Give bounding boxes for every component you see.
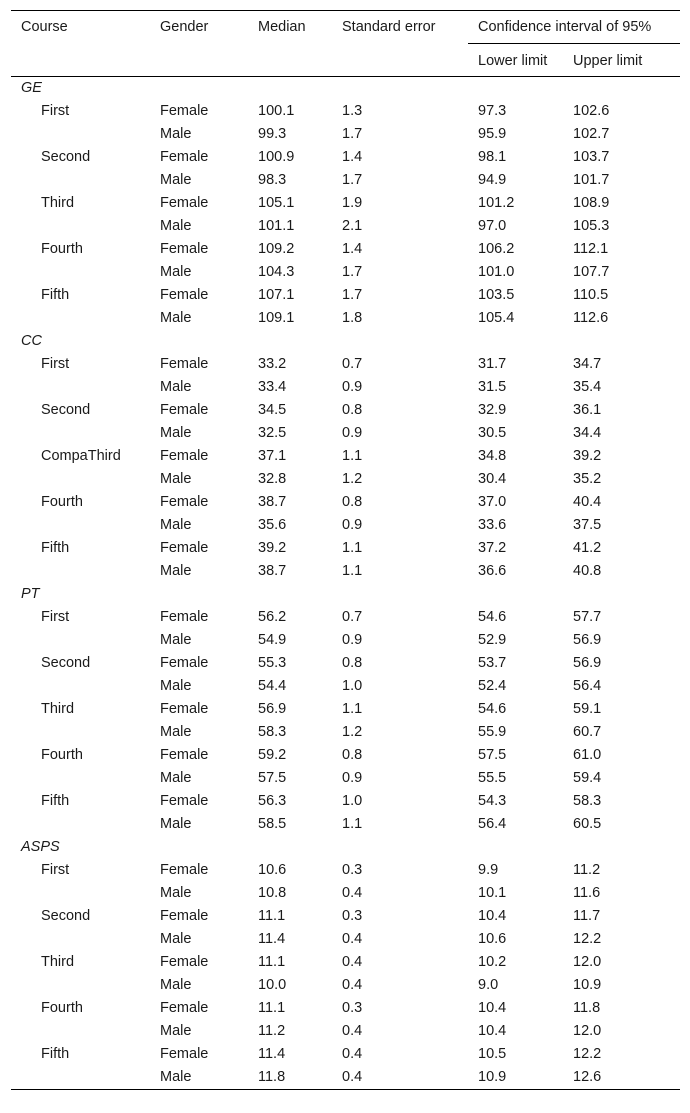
cell-median: 58.5 [258, 816, 287, 832]
cell-standard-error: 0.9 [342, 517, 363, 533]
cell-standard-error: 0.4 [342, 885, 363, 901]
cell-standard-error: 0.4 [342, 954, 363, 970]
table-row [11, 1066, 680, 1090]
cell-gender: Male [160, 724, 192, 740]
cell-upper-limit: 56.9 [573, 632, 602, 648]
group-label: ASPS [21, 839, 60, 855]
table-row [11, 652, 680, 675]
cell-standard-error: 1.4 [342, 149, 363, 165]
cell-upper-limit: 41.2 [573, 540, 602, 556]
cell-median: 105.1 [258, 195, 295, 211]
cell-lower-limit: 10.1 [478, 885, 507, 901]
table-row [11, 744, 680, 767]
cell-median: 107.1 [258, 287, 295, 303]
table-row [11, 468, 680, 491]
cell-lower-limit: 31.5 [478, 379, 507, 395]
cell-upper-limit: 12.0 [573, 1023, 602, 1039]
cell-median: 11.2 [258, 1023, 286, 1039]
cell-lower-limit: 10.5 [478, 1046, 507, 1062]
cell-standard-error: 0.9 [342, 632, 363, 648]
table-row [11, 192, 680, 215]
cell-lower-limit: 54.3 [478, 793, 507, 809]
cell-course: Third [41, 701, 75, 717]
cell-upper-limit: 11.8 [573, 1000, 601, 1016]
table-row [11, 560, 680, 583]
cell-standard-error: 0.7 [342, 609, 363, 625]
cell-gender: Male [160, 264, 192, 280]
cell-upper-limit: 101.7 [573, 172, 610, 188]
cell-standard-error: 0.7 [342, 356, 363, 372]
cell-course: Fifth [41, 793, 70, 809]
group-row [11, 77, 680, 101]
table-row [11, 606, 680, 629]
cell-median: 37.1 [258, 448, 287, 464]
cell-lower-limit: 52.4 [478, 678, 507, 694]
cell-upper-limit: 36.1 [573, 402, 602, 418]
cell-upper-limit: 60.7 [573, 724, 602, 740]
cell-lower-limit: 9.9 [478, 862, 499, 878]
cell-lower-limit: 53.7 [478, 655, 507, 671]
cell-median: 38.7 [258, 563, 287, 579]
cell-upper-limit: 37.5 [573, 517, 602, 533]
cell-course [11, 123, 160, 146]
cell-course: CompaThird [41, 448, 121, 464]
cell-gender: Male [160, 770, 192, 786]
cell-median: 11.1 [258, 954, 286, 970]
table-row [11, 261, 680, 284]
table-row [11, 698, 680, 721]
cell-gender: Female [160, 448, 209, 464]
cell-gender: Female [160, 793, 209, 809]
cell-course [11, 721, 160, 744]
cell-upper-limit: 102.6 [573, 103, 610, 119]
cell-course [11, 468, 160, 491]
cell-course [11, 629, 160, 652]
cell-course [11, 215, 160, 238]
cell-lower-limit: 10.9 [478, 1069, 507, 1085]
cell-upper-limit: 11.6 [573, 885, 601, 901]
cell-standard-error: 0.3 [342, 908, 363, 924]
cell-standard-error: 0.4 [342, 1069, 363, 1085]
cell-standard-error: 0.9 [342, 379, 363, 395]
cell-gender: Female [160, 494, 209, 510]
cell-lower-limit: 10.4 [478, 1000, 507, 1016]
cell-upper-limit: 39.2 [573, 448, 602, 464]
cell-upper-limit: 56.9 [573, 655, 602, 671]
cell-course: Second [41, 908, 91, 924]
statistics-table-container [11, 10, 680, 1090]
cell-median: 10.8 [258, 885, 287, 901]
cell-lower-limit: 10.2 [478, 954, 507, 970]
cell-upper-limit: 40.8 [573, 563, 602, 579]
cell-gender: Male [160, 632, 192, 648]
table-row [11, 721, 680, 744]
cell-upper-limit: 12.2 [573, 1046, 602, 1062]
cell-standard-error: 1.1 [342, 701, 363, 717]
cell-gender: Male [160, 126, 192, 142]
table-row [11, 353, 680, 376]
cell-upper-limit: 35.4 [573, 379, 602, 395]
group-label: PT [21, 586, 40, 602]
cell-standard-error: 0.3 [342, 862, 363, 878]
cell-standard-error: 0.4 [342, 1046, 363, 1062]
cell-median: 32.8 [258, 471, 287, 487]
group-label: GE [21, 80, 42, 96]
cell-upper-limit: 12.0 [573, 954, 602, 970]
cell-median: 33.2 [258, 356, 287, 372]
cell-median: 35.6 [258, 517, 287, 533]
cell-lower-limit: 31.7 [478, 356, 507, 372]
cell-upper-limit: 56.4 [573, 678, 602, 694]
cell-upper-limit: 107.7 [573, 264, 610, 280]
cell-course [11, 1020, 160, 1043]
cell-standard-error: 2.1 [342, 218, 363, 234]
cell-gender: Male [160, 310, 192, 326]
cell-lower-limit: 30.4 [478, 471, 507, 487]
cell-standard-error: 1.1 [342, 540, 363, 556]
cell-upper-limit: 112.1 [573, 241, 609, 257]
cell-median: 109.1 [258, 310, 295, 326]
cell-upper-limit: 12.2 [573, 931, 602, 947]
cell-upper-limit: 10.9 [573, 977, 602, 993]
cell-upper-limit: 34.7 [573, 356, 602, 372]
table-row [11, 307, 680, 330]
cell-median: 10.6 [258, 862, 287, 878]
cell-standard-error: 0.4 [342, 1023, 363, 1039]
cell-standard-error: 1.0 [342, 793, 363, 809]
table-row [11, 376, 680, 399]
cell-lower-limit: 37.0 [478, 494, 507, 510]
table-row [11, 537, 680, 560]
cell-lower-limit: 32.9 [478, 402, 507, 418]
cell-standard-error: 0.8 [342, 402, 363, 418]
cell-gender: Male [160, 471, 192, 487]
cell-standard-error: 1.4 [342, 241, 363, 257]
cell-upper-limit: 11.2 [573, 862, 601, 878]
cell-course: Second [41, 655, 91, 671]
cell-gender: Male [160, 1023, 192, 1039]
cell-course [11, 675, 160, 698]
cell-median: 58.3 [258, 724, 287, 740]
table-row [11, 100, 680, 123]
cell-standard-error: 1.8 [342, 310, 363, 326]
table-row [11, 399, 680, 422]
table-row [11, 491, 680, 514]
table-row [11, 675, 680, 698]
cell-median: 100.9 [258, 149, 295, 165]
cell-median: 11.8 [258, 1069, 286, 1085]
cell-course: Fifth [41, 287, 70, 303]
cell-upper-limit: 108.9 [573, 195, 610, 211]
cell-standard-error: 1.7 [342, 264, 363, 280]
cell-course [11, 813, 160, 836]
cell-course [11, 1066, 160, 1090]
cell-course: Second [41, 149, 91, 165]
table-row [11, 445, 680, 468]
cell-upper-limit: 59.4 [573, 770, 602, 786]
table-row [11, 123, 680, 146]
cell-course: First [41, 862, 70, 878]
cell-lower-limit: 52.9 [478, 632, 507, 648]
cell-standard-error: 0.8 [342, 747, 363, 763]
cell-lower-limit: 37.2 [478, 540, 507, 556]
cell-upper-limit: 59.1 [573, 701, 602, 717]
cell-median: 59.2 [258, 747, 287, 763]
cell-lower-limit: 97.3 [478, 103, 507, 119]
cell-course: Fourth [41, 241, 83, 257]
table-row [11, 974, 680, 997]
table-row [11, 514, 680, 537]
cell-course: Fourth [41, 494, 83, 510]
cell-course [11, 261, 160, 284]
group-label: CC [21, 333, 42, 349]
cell-standard-error: 0.8 [342, 494, 363, 510]
cell-median: 98.3 [258, 172, 287, 188]
cell-lower-limit: 36.6 [478, 563, 507, 579]
cell-gender: Male [160, 218, 192, 234]
cell-course: Fifth [41, 1046, 70, 1062]
cell-gender: Male [160, 931, 192, 947]
cell-upper-limit: 58.3 [573, 793, 602, 809]
cell-course: Fourth [41, 747, 83, 763]
cell-standard-error: 0.9 [342, 425, 363, 441]
cell-gender: Female [160, 540, 209, 556]
cell-lower-limit: 103.5 [478, 287, 515, 303]
cell-upper-limit: 103.7 [573, 149, 610, 165]
group-row [11, 836, 680, 859]
cell-gender: Female [160, 402, 209, 418]
cell-median: 55.3 [258, 655, 287, 671]
cell-course [11, 560, 160, 583]
cell-upper-limit: 102.7 [573, 126, 610, 142]
cell-gender: Male [160, 517, 192, 533]
cell-course [11, 307, 160, 330]
header-course: Course [21, 19, 68, 35]
table-row [11, 767, 680, 790]
cell-lower-limit: 10.4 [478, 908, 507, 924]
cell-course [11, 169, 160, 192]
table-row [11, 146, 680, 169]
cell-standard-error: 1.1 [342, 448, 363, 464]
cell-gender: Female [160, 609, 209, 625]
cell-standard-error: 1.1 [342, 563, 363, 579]
cell-course: Third [41, 195, 75, 211]
cell-gender: Male [160, 425, 192, 441]
cell-median: 109.2 [258, 241, 295, 257]
statistics-table [11, 10, 680, 1090]
cell-upper-limit: 110.5 [573, 287, 609, 303]
table-row [11, 1043, 680, 1066]
header-upper-limit: Upper limit [573, 53, 643, 69]
group-row [11, 330, 680, 353]
table-row [11, 813, 680, 836]
cell-gender: Male [160, 885, 192, 901]
header-standard-error: Standard error [342, 19, 436, 35]
cell-upper-limit: 112.6 [573, 310, 609, 326]
cell-lower-limit: 56.4 [478, 816, 507, 832]
cell-upper-limit: 40.4 [573, 494, 602, 510]
table-row [11, 1020, 680, 1043]
cell-median: 11.4 [258, 931, 286, 947]
cell-standard-error: 1.2 [342, 471, 363, 487]
header-gender: Gender [160, 19, 209, 35]
cell-lower-limit: 9.0 [478, 977, 499, 993]
cell-median: 104.3 [258, 264, 295, 280]
table-body [11, 77, 680, 1090]
cell-course [11, 514, 160, 537]
table-row [11, 169, 680, 192]
cell-gender: Male [160, 172, 192, 188]
cell-standard-error: 1.2 [342, 724, 363, 740]
cell-gender: Male [160, 977, 192, 993]
cell-standard-error: 1.3 [342, 103, 363, 119]
cell-upper-limit: 35.2 [573, 471, 602, 487]
cell-median: 33.4 [258, 379, 287, 395]
cell-gender: Female [160, 103, 209, 119]
cell-lower-limit: 106.2 [478, 241, 515, 257]
cell-median: 56.9 [258, 701, 287, 717]
cell-median: 11.1 [258, 908, 286, 924]
cell-standard-error: 0.3 [342, 1000, 363, 1016]
cell-course: Fifth [41, 540, 70, 556]
cell-course [11, 767, 160, 790]
cell-standard-error: 1.7 [342, 172, 363, 188]
cell-gender: Female [160, 195, 209, 211]
cell-standard-error: 0.4 [342, 977, 363, 993]
cell-course: Third [41, 954, 75, 970]
cell-course [11, 974, 160, 997]
cell-course [11, 422, 160, 445]
table-row [11, 905, 680, 928]
table-row [11, 629, 680, 652]
table-row [11, 997, 680, 1020]
table-row [11, 928, 680, 951]
table-row [11, 238, 680, 261]
cell-median: 10.0 [258, 977, 287, 993]
group-row [11, 583, 680, 606]
cell-course: First [41, 356, 70, 372]
cell-lower-limit: 105.4 [478, 310, 515, 326]
cell-lower-limit: 101.2 [478, 195, 515, 211]
cell-median: 57.5 [258, 770, 287, 786]
cell-gender: Female [160, 862, 209, 878]
cell-median: 38.7 [258, 494, 287, 510]
cell-gender: Female [160, 701, 209, 717]
header-confidence-interval: Confidence interval of 95% [468, 11, 680, 44]
table-row [11, 215, 680, 238]
cell-median: 11.4 [258, 1046, 286, 1062]
cell-upper-limit: 12.6 [573, 1069, 602, 1085]
cell-course: Second [41, 402, 91, 418]
cell-gender: Female [160, 747, 209, 763]
cell-gender: Female [160, 1046, 209, 1062]
cell-gender: Female [160, 655, 209, 671]
cell-standard-error: 0.8 [342, 655, 363, 671]
header-lower-limit: Lower limit [478, 53, 548, 69]
header-median: Median [258, 19, 306, 35]
cell-upper-limit: 34.4 [573, 425, 602, 441]
table-row [11, 284, 680, 307]
cell-median: 11.1 [258, 1000, 286, 1016]
cell-course [11, 928, 160, 951]
table-row [11, 422, 680, 445]
cell-upper-limit: 57.7 [573, 609, 602, 625]
cell-standard-error: 0.9 [342, 770, 363, 786]
cell-lower-limit: 95.9 [478, 126, 507, 142]
cell-course: Fourth [41, 1000, 83, 1016]
cell-lower-limit: 55.9 [478, 724, 507, 740]
cell-median: 54.4 [258, 678, 287, 694]
cell-gender: Female [160, 241, 209, 257]
cell-lower-limit: 94.9 [478, 172, 507, 188]
cell-upper-limit: 11.7 [573, 908, 601, 924]
cell-lower-limit: 101.0 [478, 264, 515, 280]
cell-gender: Female [160, 1000, 209, 1016]
cell-upper-limit: 60.5 [573, 816, 602, 832]
cell-lower-limit: 97.0 [478, 218, 507, 234]
cell-upper-limit: 105.3 [573, 218, 610, 234]
cell-lower-limit: 34.8 [478, 448, 507, 464]
cell-standard-error: 1.7 [342, 126, 363, 142]
table-row [11, 790, 680, 813]
cell-course [11, 882, 160, 905]
cell-lower-limit: 54.6 [478, 609, 507, 625]
cell-upper-limit: 61.0 [573, 747, 602, 763]
table-row [11, 859, 680, 882]
cell-gender: Female [160, 149, 209, 165]
cell-gender: Male [160, 1069, 192, 1085]
cell-gender: Male [160, 678, 192, 694]
cell-course [11, 376, 160, 399]
cell-lower-limit: 10.4 [478, 1023, 507, 1039]
cell-lower-limit: 33.6 [478, 517, 507, 533]
cell-gender: Male [160, 563, 192, 579]
cell-gender: Female [160, 954, 209, 970]
table-row [11, 882, 680, 905]
cell-median: 56.3 [258, 793, 287, 809]
cell-lower-limit: 30.5 [478, 425, 507, 441]
cell-standard-error: 1.1 [342, 816, 363, 832]
cell-gender: Female [160, 356, 209, 372]
cell-gender: Female [160, 908, 209, 924]
cell-median: 34.5 [258, 402, 287, 418]
cell-median: 100.1 [258, 103, 295, 119]
cell-median: 101.1 [258, 218, 295, 234]
cell-lower-limit: 98.1 [478, 149, 507, 165]
cell-gender: Male [160, 379, 192, 395]
cell-course: First [41, 103, 70, 119]
cell-median: 56.2 [258, 609, 287, 625]
cell-gender: Female [160, 287, 209, 303]
cell-median: 54.9 [258, 632, 287, 648]
table-row [11, 951, 680, 974]
cell-gender: Male [160, 816, 192, 832]
cell-median: 39.2 [258, 540, 287, 556]
cell-lower-limit: 55.5 [478, 770, 507, 786]
cell-median: 99.3 [258, 126, 287, 142]
cell-standard-error: 1.9 [342, 195, 363, 211]
cell-lower-limit: 54.6 [478, 701, 507, 717]
cell-standard-error: 0.4 [342, 931, 363, 947]
table-header [11, 11, 680, 77]
cell-course: First [41, 609, 70, 625]
cell-median: 32.5 [258, 425, 287, 441]
cell-standard-error: 1.7 [342, 287, 363, 303]
cell-lower-limit: 57.5 [478, 747, 507, 763]
cell-lower-limit: 10.6 [478, 931, 507, 947]
cell-standard-error: 1.0 [342, 678, 363, 694]
